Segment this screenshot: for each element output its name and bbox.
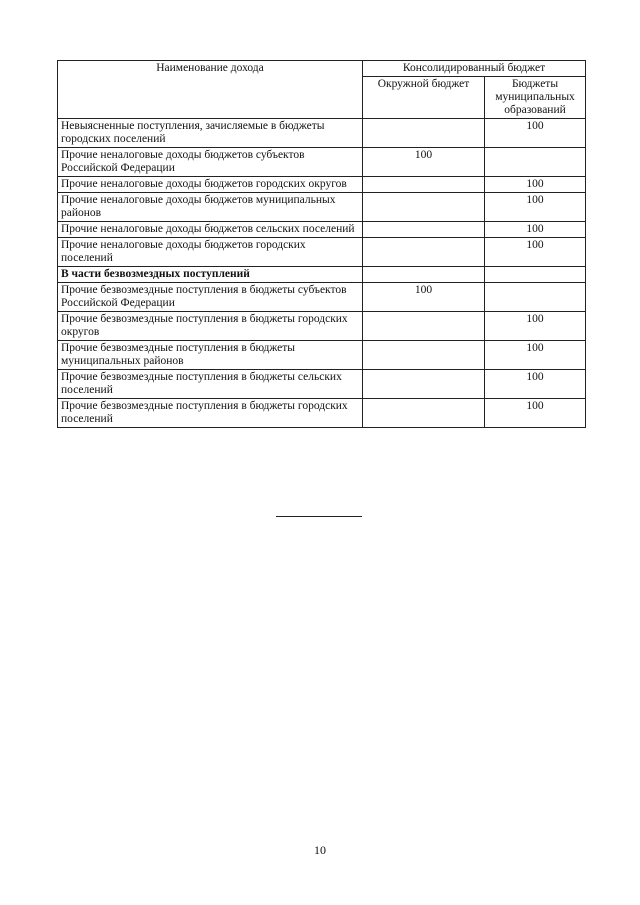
okrug-value bbox=[363, 193, 485, 222]
table-row bbox=[58, 222, 586, 238]
okrug-value bbox=[363, 238, 485, 267]
table-row bbox=[58, 119, 586, 148]
municipal-value bbox=[485, 283, 586, 312]
table-row bbox=[58, 370, 586, 399]
header-revenue-name: Наименование дохода bbox=[58, 61, 363, 119]
revenue-name: Прочие безвозмездные поступления в бюджеты городских округов bbox=[58, 312, 363, 341]
revenue-name: Прочие безвозмездные поступления в бюджеты городских поселений bbox=[58, 399, 363, 428]
header-municipal-budgets: Бюджеты муниципальных образований bbox=[485, 77, 586, 119]
municipal-value: 100 bbox=[485, 312, 586, 341]
municipal-value: 100 bbox=[485, 238, 586, 267]
revenue-name: Прочие безвозмездные поступления в бюджеты субъектов Российской Федерации bbox=[58, 283, 363, 312]
municipal-value: 100 bbox=[485, 399, 586, 428]
revenue-name: Прочие безвозмездные поступления в бюджеты сельских поселений bbox=[58, 370, 363, 399]
revenue-distribution-table bbox=[57, 60, 586, 428]
okrug-value bbox=[363, 341, 485, 370]
revenue-name: Прочие неналоговые доходы бюджетов городских округов bbox=[58, 177, 363, 193]
okrug-value: 100 bbox=[363, 148, 485, 177]
table-row bbox=[58, 238, 586, 267]
table-row bbox=[58, 399, 586, 428]
okrug-value bbox=[363, 267, 485, 283]
revenue-name: Прочие неналоговые доходы бюджетов городских поселений bbox=[58, 238, 363, 267]
section-row bbox=[58, 267, 586, 283]
table-row bbox=[58, 193, 586, 222]
page-number: 10 bbox=[314, 843, 326, 857]
municipal-value: 100 bbox=[485, 222, 586, 238]
table-row bbox=[58, 177, 586, 193]
municipal-value bbox=[485, 148, 586, 177]
municipal-value: 100 bbox=[485, 370, 586, 399]
revenue-name: Прочие неналоговые доходы бюджетов сельских поселений bbox=[58, 222, 363, 238]
municipal-value bbox=[485, 267, 586, 283]
revenue-name: Прочие неналоговые доходы бюджетов муниципальных районов bbox=[58, 193, 363, 222]
revenue-name: Прочие безвозмездные поступления в бюджеты муниципальных районов bbox=[58, 341, 363, 370]
header-okrug-budget: Окружной бюджет bbox=[363, 77, 485, 119]
okrug-value bbox=[363, 312, 485, 341]
okrug-value bbox=[363, 399, 485, 428]
okrug-value bbox=[363, 177, 485, 193]
municipal-value: 100 bbox=[485, 119, 586, 148]
table-row bbox=[58, 341, 586, 370]
table-row bbox=[58, 283, 586, 312]
municipal-value: 100 bbox=[485, 177, 586, 193]
okrug-value bbox=[363, 370, 485, 399]
header-consolidated-budget: Консолидированный бюджет bbox=[363, 61, 586, 77]
table-row bbox=[58, 312, 586, 341]
municipal-value: 100 bbox=[485, 341, 586, 370]
okrug-value bbox=[363, 119, 485, 148]
table-row bbox=[58, 148, 586, 177]
separator-line bbox=[276, 516, 362, 517]
revenue-name: Невыясненные поступления, зачисляемые в бюджеты городских поселений bbox=[58, 119, 363, 148]
revenue-name: Прочие неналоговые доходы бюджетов субъектов Российской Федерации bbox=[58, 148, 363, 177]
okrug-value: 100 bbox=[363, 283, 485, 312]
okrug-value bbox=[363, 222, 485, 238]
municipal-value: 100 bbox=[485, 193, 586, 222]
section-title: В части безвозмездных поступлений bbox=[58, 267, 363, 283]
